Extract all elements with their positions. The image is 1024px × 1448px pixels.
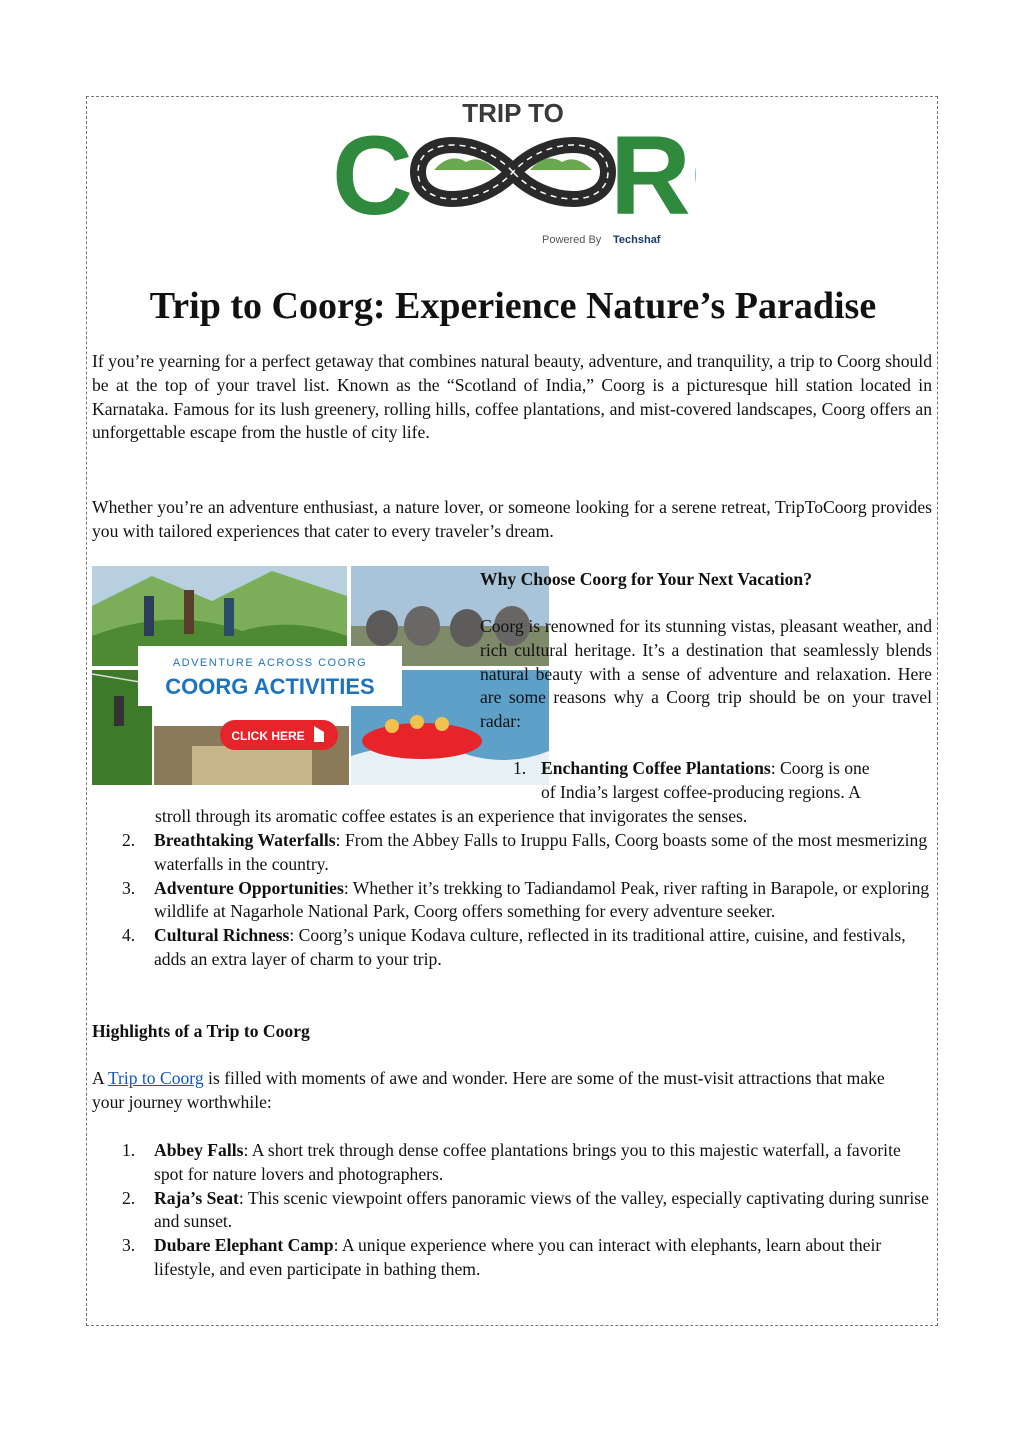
why-paragraph: Coorg is renowned for its stunning vistas, pleasant weather, and rich cultural heritage. It’s a destination that seamlessly blends natural beauty with a sense of adventure and relaxation. Here are some reasons why a Coorg trip should be on your travel radar: xyxy=(480,616,932,732)
why-list xyxy=(92,829,934,972)
list-item: 2. Breathtaking Waterfalls: From the Abbey Falls to Iruppu Falls, Coorg boasts some of the most mesmerizing waterfalls in the country. xyxy=(122,830,928,874)
list-item: 3. Adventure Opportunities: Whether it’s trekking to Tadiandamol Peak, river rafting in Barapole, or exploring wildlife at Nagarhole National Park, Coorg offers something for every adventure seeker. xyxy=(122,877,930,922)
svg-text:CLICK HERE: CLICK HERE xyxy=(231,729,305,743)
trip-to-coorg-link[interactable]: Trip to Coorg xyxy=(107,1068,204,1088)
highlights-intro: A Trip to Coorg is filled with moments of awe and wonder. Here are some of the must-visit attractions that make your journey worthwhile: xyxy=(92,1068,885,1112)
why-item-1-num: 1. xyxy=(513,758,527,778)
svg-text:TRIP TO: TRIP TO xyxy=(462,98,564,128)
svg-text:C: C xyxy=(332,113,413,238)
intro-paragraph-2: Whether you’re an adventure enthusiast, a nature lover, or someone looking for a serene retreat, TripToCoorg provides you with tailored experiences that cater to every traveler’s dream. xyxy=(92,497,932,541)
why-item-1-term: Enchanting Coffee Plantations xyxy=(541,758,771,778)
svg-text:RG: R xyxy=(610,113,691,238)
highlights-heading: Highlights of a Trip to Coorg xyxy=(92,1021,310,1041)
why-item-1-line1: Enchanting Coffee Plantations: Coorg is one xyxy=(541,758,870,778)
svg-text:Techshaf: Techshaf xyxy=(613,234,661,246)
list-item: 2. Raja’s Seat: This scenic viewpoint offers panoramic views of the valley, especially captivating during sunrise and sunset. xyxy=(122,1187,929,1232)
svg-text:COORG ACTIVITIES: COORG ACTIVITIES xyxy=(165,674,375,699)
infinity-road-icon xyxy=(418,145,608,199)
list-item: 3. Dubare Elephant Camp: A unique experience where you can interact with elephants, learn about their lifestyle, and even participate in bathing them. xyxy=(122,1235,882,1279)
list-item: 4. Cultural Richness: Coorg’s unique Kodava culture, reflected in its traditional attire, cuisine, and festivals, adds an extra layer of charm to your trip. xyxy=(122,925,906,969)
svg-text:ADVENTURE ACROSS COORG: ADVENTURE ACROSS COORG xyxy=(172,657,368,669)
svg-text:Powered By: Powered By xyxy=(542,234,602,246)
list-item: 1. Abbey Falls: A short trek through dense coffee plantations brings you to this majestic waterfall, a favorite spot for nature lovers and photographers. xyxy=(122,1140,901,1184)
trip-to-coorg-logo xyxy=(330,96,696,250)
highlights-list xyxy=(92,1139,934,1282)
page-title: Trip to Coorg: Experience Nature’s Paradise xyxy=(149,285,877,327)
why-item-1-line2: of India’s largest coffee-producing regions. A xyxy=(541,782,861,802)
why-item-1-line3: stroll through its aromatic coffee estates is an experience that invigorates the senses. xyxy=(155,806,748,826)
why-heading: Why Choose Coorg for Your Next Vacation? xyxy=(480,569,813,589)
intro-paragraph-1: If you’re yearning for a perfect getaway that combines natural beauty, adventure, and tranquility, a trip to Coorg should be at the top of your travel list. Known as the “Scotland of India,” Coorg is a picturesque hill station located in Karnataka. Famous for its lush greenery, rolling hills, coffee plantations, and mist-covered landscapes, Coorg offers an unforgettable escape from the hustle of city life. xyxy=(92,351,932,443)
